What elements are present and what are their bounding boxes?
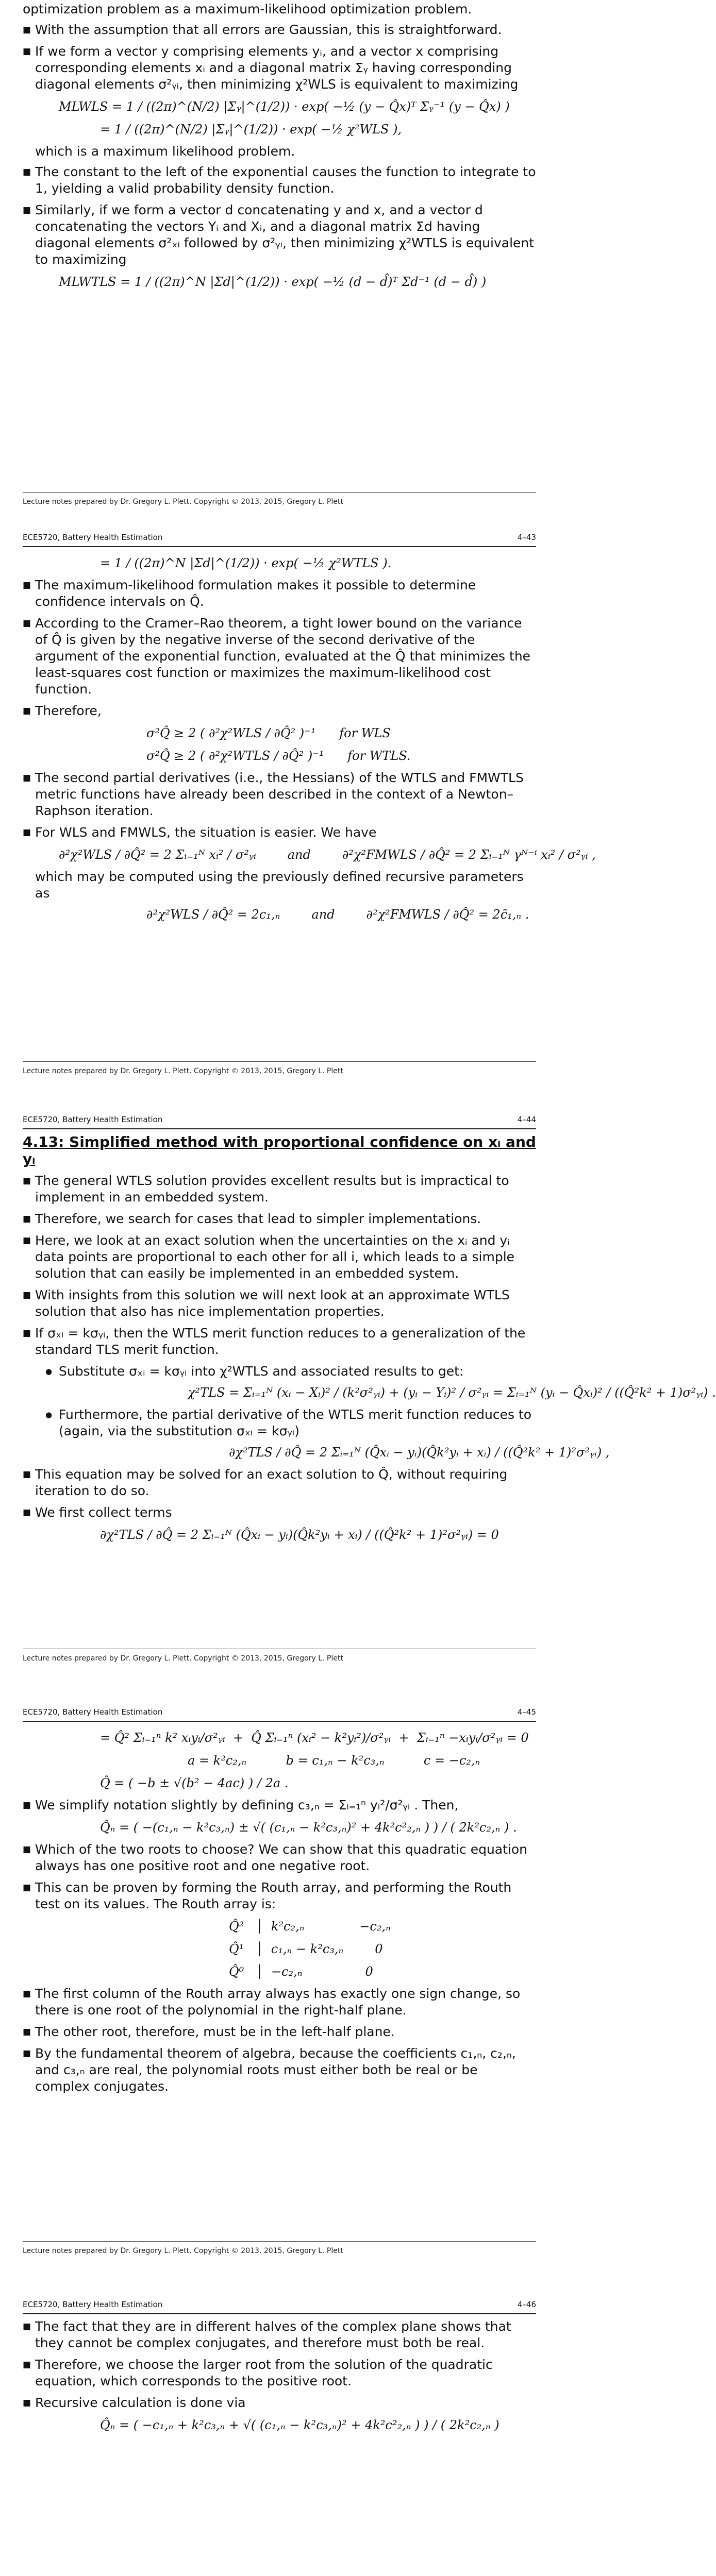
bullet-item: ■ Recursive calculation is done via [23,2395,536,2411]
bullet-item: ■ The other root, therefore, must be in the left-half plane. [23,2024,536,2040]
bullet-item: ■ Similarly, if we form a vector d concatenating y and x, and a vector d concatenating the vectors Yᵢ and Xᵢ, and a diagonal matrix Σd having diagonal elements σ²ₓᵢ followed by σ²ᵧᵢ, then minimizing χ²WTLS is equivalent to maximizing [23,202,536,268]
equation: = Q̂² Σᵢ₌₁ⁿ k² xᵢyᵢ/σ²ᵧᵢ + Q̂ Σᵢ₌₁ⁿ (xᵢ² − k²yᵢ²)/σ²ᵧᵢ + Σᵢ₌₁ⁿ −xᵢyᵢ/σ²ᵧᵢ = 0 [100,1731,529,1745]
bullet-item: ■ This equation may be solved for an exact solution to Q̂, without requiring iteration to do so. [23,1466,536,1499]
text-line: optimization problem as a maximum-likelihood optimization problem. [23,2,472,16]
bullet-item: ■ Therefore, we search for cases that lead to simpler implementations. [23,1211,536,1227]
equation: σ²Q̂ ≥ 2 ( ∂²χ²WLS / ∂Q̂² )⁻¹ for WLS [146,726,391,740]
equation: ∂²χ²WLS / ∂Q̂² = 2c₁,ₙ and ∂²χ²FMWLS / ∂Q̂² = 2c̃₁,ₙ . [146,907,529,922]
bullet-item: ■ We simplify notation slightly by defining c₃,ₙ = Σᵢ₌₁ⁿ yᵢ²/σ²ᵧᵢ . Then, [23,1797,536,1814]
page-number: 4–43 [517,533,536,542]
slide-4-44 [0,1113,716,1674]
slide-content [23,2318,536,2439]
bullet-item: ■ This can be proven by forming the Routh array, and performing the Routh test on its values. The Routh array is: [23,1879,536,1912]
bullet-item: ■ If σₓᵢ = kσᵧᵢ, then the WTLS merit function reduces to a generalization of the standard TLS merit function. [23,1325,536,1358]
slide-header [23,1705,536,1722]
slide-header [23,2298,536,2314]
slide-header [23,531,536,547]
equation: MLWTLS = 1 / ((2π)^N |Σd|^(1/2)) · exp( −½ (d − d̂)ᵀ Σd⁻¹ (d − d̂) ) [59,275,487,289]
equation: χ²TLS = Σᵢ₌₁ᴺ (xᵢ − Xᵢ)² / (k²σ²ᵧᵢ) + (yᵢ − Yᵢ)² / σ²ᵧᵢ = Σᵢ₌₁ᴺ (yᵢ − Q̂xᵢ)² / ((Q̂²k² + 1)σ²ᵧᵢ) . [188,1385,716,1400]
bullet-item: ■ The constant to the left of the exponential causes the function to integrate to 1, yielding a valid probability density function. [23,164,536,197]
course-title: ECE5720, Battery Health Estimation [23,2300,163,2309]
bullet-item: ■ For WLS and FMWLS, the situation is easier. We have [23,824,536,841]
equation: Q̂ₙ = ( −(c₁,ₙ − k²c₃,ₙ) ± √( (c₁,ₙ − k²c₃,ₙ)² + 4k²c²₂,ₙ ) ) / ( 2k²c₂,ₙ ) . [100,1820,517,1835]
slide-footer: Lecture notes prepared by Dr. Gregory L. Plett. Copyright © 2013, 2015, Gregory L. Plett [23,492,536,506]
course-title: ECE5720, Battery Health Estimation [23,533,163,542]
text-line: which is a maximum likelihood problem. [35,144,295,159]
bullet-item: ■ The first column of the Routh array always has exactly one sign change, so there is one root of the polynomial in the right-half plane. [23,1986,536,2019]
slide-4-43 [0,531,596,1087]
text-line: which may be computed using the previously defined recursive parameters as [35,869,524,901]
slide-4-45 [0,1705,557,2267]
bullet-item: ■ The second partial derivatives (i.e., the Hessians) of the WTLS and FMWTLS metric functions have already been described in the context of a Newton–Raphson iteration. [23,770,536,819]
equation: Q̂ = ( −b ± √(b² − 4ac) ) / 2a . [100,1776,289,1790]
bullet-item: ■ Therefore, [23,703,536,719]
course-title: ECE5720, Battery Health Estimation [23,1707,163,1717]
sub-bullet-item: ● Substitute σₓᵢ = kσᵧᵢ into χ²WTLS and associated results to get: [45,1363,536,1380]
bullet-item: ■ With the assumption that all errors are Gaussian, this is straightforward. [23,22,536,38]
slide-header [23,1113,536,1129]
sub-bullet-item: ● Furthermore, the partial derivative of the WTLS merit function reduces to (again, via the substitution σₓᵢ = kσᵧᵢ) [45,1406,536,1439]
equation: Q̂² │ k²c₂,ₙ −c₂,ₙ [229,1919,391,1934]
bullet-item: ■ The maximum-likelihood formulation makes it possible to determine confidence intervals on Q̂. [23,577,536,610]
bullet-item: ■ The fact that they are in different halves of the complex plane shows that they cannot be complex conjugates, and therefore must both be real. [23,2318,536,2351]
equation: ∂χ²TLS / ∂Q̂ = 2 Σᵢ₌₁ᴺ (Q̂xᵢ − yᵢ)(Q̂k²yᵢ + xᵢ) / ((Q̂²k² + 1)²σ²ᵧᵢ) , [229,1445,610,1460]
equation: = 1 / ((2π)^(N/2) |Σᵧ|^(1/2)) · exp( −½ χ²WLS ), [100,122,402,137]
section-items [23,1173,716,1544]
bullet-item: ■ We first collect terms [23,1504,536,1521]
bullet-item: ■ With insights from this solution we will next look at an approximate WTLS solution that also has nice implementation properties. [23,1287,536,1320]
bullet-item: ■ The general WTLS solution provides excellent results but is impractical to implement in an embedded system. [23,1173,536,1206]
equation: = 1 / ((2π)^N |Σd|^(1/2)) · exp( −½ χ²WTLS ). [100,556,392,570]
bullet-item: ■ Therefore, we choose the larger root from the solution of the quadratic equation, which corresponds to the positive root. [23,2357,536,2389]
page-number: 4–46 [517,2300,536,2309]
equation: ∂χ²TLS / ∂Q̂ = 2 Σᵢ₌₁ᴺ (Q̂xᵢ − yᵢ)(Q̂k²yᵢ + xᵢ) / ((Q̂²k² + 1)²σ²ᵧᵢ) = 0 [100,1528,499,1542]
equation: Q̂⁰ │ −c₂,ₙ 0 [229,1964,373,1979]
slide-footer: Lecture notes prepared by Dr. Gregory L. Plett. Copyright © 2013, 2015, Gregory L. Plett [23,1061,536,1075]
section-title: 4.13: Simplified method with proportional confidence on xᵢ and yᵢ [23,1133,536,1167]
equation: Q̂¹ │ c₁,ₙ − k²c₃,ₙ 0 [229,1942,383,1956]
slide-4-42-tail [0,0,557,520]
slide-content [23,1,536,296]
equation: ∂²χ²WLS / ∂Q̂² = 2 Σᵢ₌₁ᴺ xᵢ² / σ²ᵧᵢ and ∂²χ²FMWLS / ∂Q̂² = 2 Σᵢ₌₁ᴺ γᴺ⁻ⁱ xᵢ² / σ²ᵧᵢ , [59,848,596,862]
bullet-item: ■ Here, we look at an exact solution when the uncertainties on the xᵢ and yᵢ data points are proportional to each other for all i, which leads to a simple solution that can easily be implemented in an embedded system. [23,1232,536,1282]
equation: MLWLS = 1 / ((2π)^(N/2) |Σᵧ|^(1/2)) · exp( −½ (y − Q̂x)ᵀ Σᵧ⁻¹ (y − Q̂x) ) [59,99,510,114]
bullet-item: ■ If we form a vector y comprising elements yᵢ, and a vector x comprising corresponding elements xᵢ and a diagonal matrix Σᵧ having corresponding diagonal elements σ²ᵧᵢ, then minimizing χ²WLS is equivalent to maximizing [23,43,536,93]
slide-4-46 [0,2298,557,2576]
equation: Q̂ₙ = ( −c₁,ₙ + k²c₃,ₙ + √( (c₁,ₙ − k²c₃,ₙ)² + 4k²c²₂,ₙ ) ) / ( 2k²c₂,ₙ ) [100,2418,499,2432]
slide-content [23,1133,716,1549]
slide-content [23,1726,536,2100]
bullet-item: ■ According to the Cramer–Rao theorem, a tight lower bound on the variance of Q̂ is given by the negative inverse of the second derivative of the argument of the exponential function, evaluated at the Q̂ that minimizes the least-squares cost function or maximizes the maximum-likelihood cost function. [23,615,536,698]
course-title: ECE5720, Battery Health Estimation [23,1115,163,1124]
slide-footer: Lecture notes prepared by Dr. Gregory L. Plett. Copyright © 2013, 2015, Gregory L. Plett [23,2241,536,2255]
equation: a = k²c₂,ₙ b = c₁,ₙ − k²c₃,ₙ c = −c₂,ₙ [188,1753,480,1768]
page-number: 4–45 [517,1707,536,1717]
equation: σ²Q̂ ≥ 2 ( ∂²χ²WTLS / ∂Q̂² )⁻¹ for WTLS. [146,749,411,763]
page-number: 4–44 [517,1115,536,1124]
bullet-item: ■ By the fundamental theorem of algebra, because the coefficients c₁,ₙ, c₂,ₙ, and c₃,ₙ are real, the polynomial roots must either both be real or be complex conjugates. [23,2045,536,2095]
bullet-item: ■ Which of the two roots to choose? We can show that this quadratic equation always has one positive root and one negative root. [23,1841,536,1874]
slide-footer: Lecture notes prepared by Dr. Gregory L. Plett. Copyright © 2013, 2015, Gregory L. Plett [23,1649,536,1663]
slide-content [23,551,596,928]
